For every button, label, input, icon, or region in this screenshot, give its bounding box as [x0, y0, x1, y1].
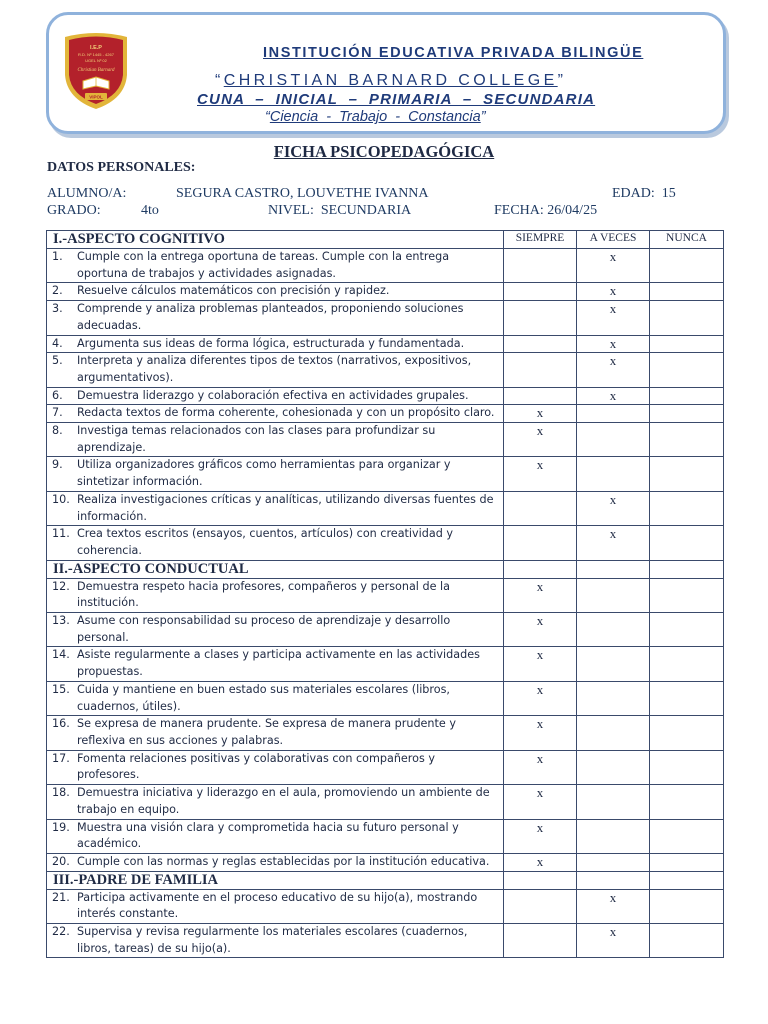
nunca-mark	[650, 647, 724, 681]
siempre-mark	[504, 249, 577, 283]
logo-top-text: I.E.P	[90, 45, 102, 51]
item-cell	[47, 423, 504, 457]
siempre-mark: x	[504, 819, 577, 853]
age-field: EDAD: 15	[612, 186, 676, 201]
empty-header-cell	[650, 560, 724, 578]
item-text: Asume con responsabilidad su proceso de aprendizaje y desarrollo personal.	[77, 614, 451, 644]
school-motto: “Ciencia - Trabajo - Constancia”	[265, 109, 486, 125]
siempre-mark	[504, 889, 577, 923]
item-cell	[47, 387, 504, 405]
item-text: Crea textos escritos (ensayos, cuentos, artículos) con creatividad y coherencia.	[77, 527, 454, 557]
header-banner	[46, 12, 726, 134]
nunca-mark	[650, 301, 724, 335]
a-veces-mark	[577, 457, 650, 491]
item-cell	[47, 613, 504, 647]
table-row	[47, 853, 724, 871]
column-header: NUNCA	[650, 231, 724, 249]
nunca-mark	[650, 716, 724, 750]
nunca-mark	[650, 853, 724, 871]
nunca-mark	[650, 750, 724, 784]
siempre-mark	[504, 924, 577, 958]
section-header-row	[47, 231, 724, 249]
siempre-mark	[504, 387, 577, 405]
siempre-mark: x	[504, 681, 577, 715]
item-number: 17.	[52, 751, 70, 765]
table-row	[47, 526, 724, 560]
item-number: 1.	[52, 250, 63, 263]
section-title: III.-PADRE DE FAMILIA	[47, 871, 504, 889]
nunca-mark	[650, 423, 724, 457]
table-row	[47, 785, 724, 819]
item-number: 13.	[52, 614, 70, 628]
nunca-mark	[650, 924, 724, 958]
item-text: Realiza investigaciones críticas y analíticas, utilizando diversas fuentes de información.	[77, 492, 494, 523]
table-row	[47, 924, 724, 958]
item-text: Participa activamente en el proceso educativo de su hijo(a), mostrando interés constante.	[77, 890, 478, 921]
nunca-mark	[650, 613, 724, 647]
siempre-mark: x	[504, 750, 577, 784]
section-header-row	[47, 871, 724, 889]
a-veces-mark: x	[577, 301, 650, 335]
student-label: ALUMNO/A:	[47, 186, 127, 201]
table-row	[47, 491, 724, 525]
nunca-mark	[650, 681, 724, 715]
nunca-mark	[650, 249, 724, 283]
item-text: Demuestra iniciativa y liderazgo en el aula, promoviendo un ambiente de trabajo en equipo.	[77, 786, 490, 816]
item-text: Supervisa y revisa regularmente los materiales escolares (cuadernos, libros, tareas) de su hijo(a).	[77, 925, 468, 955]
nunca-mark	[650, 785, 724, 819]
nunca-mark	[650, 819, 724, 853]
document-title: FICHA PSICOPEDAGÓGICA	[273, 142, 495, 161]
siempre-mark	[504, 353, 577, 387]
item-cell	[47, 924, 504, 958]
siempre-mark	[504, 301, 577, 335]
grade-value: 4to	[141, 203, 159, 218]
siempre-mark	[504, 335, 577, 353]
empty-header-cell	[577, 560, 650, 578]
student-name: SEGURA CASTRO, LOUVETHE IVANNA	[176, 186, 429, 201]
table-row	[47, 353, 724, 387]
item-text: Utiliza organizadores gráficos como herramientas para organizar y sintetizar información.	[77, 458, 451, 489]
a-veces-mark	[577, 853, 650, 871]
a-veces-mark	[577, 613, 650, 647]
item-number: 5.	[52, 354, 63, 368]
table-row	[47, 578, 724, 612]
item-cell	[47, 889, 504, 923]
a-veces-mark: x	[577, 387, 650, 405]
item-text: Cumple con las normas y reglas establecidas por la institución educativa.	[77, 854, 490, 868]
item-cell	[47, 491, 504, 525]
siempre-mark: x	[504, 405, 577, 423]
item-cell	[47, 301, 504, 335]
item-text: Fomenta relaciones positivas y colaborativas con compañeros y profesores.	[77, 751, 436, 782]
empty-header-cell	[650, 871, 724, 889]
item-cell	[47, 750, 504, 784]
table-row	[47, 335, 724, 353]
item-number: 18.	[52, 786, 70, 800]
empty-header-cell	[504, 871, 577, 889]
section-title: II.-ASPECTO CONDUCTUAL	[47, 560, 504, 578]
table-row	[47, 681, 724, 715]
evaluation-table	[46, 230, 724, 958]
nunca-mark	[650, 491, 724, 525]
college-name-line: “CHRISTIAN BARNARD COLLEGE”	[215, 72, 567, 89]
item-cell	[47, 526, 504, 560]
item-text: Cumple con la entrega oportuna de tareas. Cumple con la entrega oportuna de trabajos y actividades asignadas.	[77, 250, 450, 280]
item-cell	[47, 457, 504, 491]
level-field: NIVEL: SECUNDARIA	[268, 203, 412, 218]
logo-bottom-text: VIPOL	[89, 94, 103, 100]
table-row	[47, 750, 724, 784]
item-number: 16.	[52, 717, 70, 731]
table-row	[47, 301, 724, 335]
logo-ugel-text: UGEL Nº 02	[85, 58, 107, 63]
a-veces-mark	[577, 423, 650, 457]
item-number: 15.	[52, 682, 70, 696]
nunca-mark	[650, 889, 724, 923]
level-value: SECUNDARIA	[320, 203, 412, 218]
a-veces-mark: x	[577, 249, 650, 283]
nunca-mark	[650, 457, 724, 491]
siempre-mark	[504, 491, 577, 525]
siempre-mark: x	[504, 716, 577, 750]
column-header: SIEMPRE	[504, 231, 577, 249]
a-veces-mark	[577, 647, 650, 681]
table-row	[47, 819, 724, 853]
table-row	[47, 387, 724, 405]
a-veces-mark	[577, 819, 650, 853]
a-veces-mark	[577, 750, 650, 784]
siempre-mark: x	[504, 853, 577, 871]
item-text: Investiga temas relacionados con las clases para profundizar su aprendizaje.	[77, 424, 436, 454]
column-header: A VECES	[577, 231, 650, 249]
school-crest-logo	[61, 31, 131, 111]
empty-header-cell	[504, 560, 577, 578]
table-row	[47, 889, 724, 923]
item-cell	[47, 335, 504, 353]
table-row	[47, 283, 724, 301]
a-veces-mark	[577, 405, 650, 423]
age-value: 15	[661, 186, 676, 201]
nunca-mark	[650, 405, 724, 423]
item-number: 8.	[52, 424, 63, 438]
item-cell	[47, 249, 504, 283]
nunca-mark	[650, 353, 724, 387]
table-row	[47, 405, 724, 423]
nunca-mark	[650, 387, 724, 405]
item-text: Resuelve cálculos matemáticos con precisión y rapidez.	[77, 284, 390, 298]
a-veces-mark: x	[577, 283, 650, 301]
siempre-mark	[504, 526, 577, 560]
item-text: Comprende y analiza problemas planteados, proponiendo soluciones adecuadas.	[77, 302, 464, 332]
a-veces-mark	[577, 716, 650, 750]
a-veces-mark: x	[577, 889, 650, 923]
institution-name: INSTITUCIÓN EDUCATIVA PRIVADA BILINGÜE	[263, 45, 644, 61]
logo-script-text: Christian Barnard	[77, 68, 115, 73]
item-number: 10.	[52, 492, 70, 506]
a-veces-mark: x	[577, 353, 650, 387]
section-header-row	[47, 560, 724, 578]
empty-header-cell	[577, 871, 650, 889]
item-number: 12.	[52, 579, 70, 593]
item-cell	[47, 647, 504, 681]
item-cell	[47, 353, 504, 387]
item-number: 4.	[52, 336, 63, 350]
item-text: Demuestra liderazgo y colaboración efectiva en actividades grupales.	[77, 388, 469, 402]
siempre-mark: x	[504, 457, 577, 491]
item-number: 21.	[52, 890, 70, 904]
table-row	[47, 716, 724, 750]
table-row	[47, 613, 724, 647]
item-number: 9.	[52, 458, 63, 472]
siempre-mark	[504, 283, 577, 301]
a-veces-mark	[577, 681, 650, 715]
item-number: 3.	[52, 302, 63, 316]
item-cell	[47, 681, 504, 715]
item-number: 2.	[52, 284, 63, 298]
item-text: Demuestra respeto hacia profesores, compañeros y personal de la institución.	[77, 579, 450, 610]
college-name: CHRISTIAN BARNARD COLLEGE	[223, 72, 558, 89]
item-text: Interpreta y analiza diferentes tipos de textos (narrativos, expositivos, argumentativos).	[77, 354, 472, 384]
personal-data-label: DATOS PERSONALES:	[47, 160, 196, 175]
item-text: Redacta textos de forma coherente, cohesionada y con un propósito claro.	[77, 406, 495, 420]
a-veces-mark	[577, 578, 650, 612]
item-number: 20.	[52, 854, 70, 868]
nunca-mark	[650, 335, 724, 353]
a-veces-mark: x	[577, 335, 650, 353]
table-row	[47, 423, 724, 457]
nunca-mark	[650, 283, 724, 301]
siempre-mark: x	[504, 647, 577, 681]
item-text: Asiste regularmente a clases y participa activamente en las actividades propuestas.	[77, 648, 480, 679]
a-veces-mark: x	[577, 924, 650, 958]
grade-label: GRADO:	[47, 203, 101, 218]
item-number: 11.	[52, 527, 70, 541]
siempre-mark: x	[504, 578, 577, 612]
siempre-mark: x	[504, 785, 577, 819]
education-levels: CUNA – INICIAL – PRIMARIA – SECUNDARIA	[197, 91, 596, 108]
date-field: FECHA: 26/04/25	[494, 203, 598, 218]
nunca-mark	[650, 578, 724, 612]
table-row	[47, 647, 724, 681]
item-cell	[47, 578, 504, 612]
item-cell	[47, 716, 504, 750]
date-value: 26/04/25	[547, 203, 598, 218]
nunca-mark	[650, 526, 724, 560]
item-cell	[47, 785, 504, 819]
item-number: 19.	[52, 820, 70, 834]
a-veces-mark	[577, 785, 650, 819]
item-text: Se expresa de manera prudente. Se expresa de manera prudente y reflexiva en sus acciones y palabras.	[77, 717, 456, 747]
table-row	[47, 249, 724, 283]
table-row	[47, 457, 724, 491]
siempre-mark: x	[504, 423, 577, 457]
item-cell	[47, 819, 504, 853]
siempre-mark: x	[504, 613, 577, 647]
item-text: Cuida y mantiene en buen estado sus materiales escolares (libros, cuadernos, útiles).	[77, 682, 450, 713]
item-number: 6.	[52, 388, 63, 402]
item-text: Muestra una visión clara y comprometida hacia su futuro personal y académico.	[77, 820, 459, 851]
item-number: 7.	[52, 406, 63, 420]
item-number: 14.	[52, 648, 70, 662]
item-text: Argumenta sus ideas de forma lógica, estructurada y fundamentada.	[77, 336, 465, 350]
logo-rd-text: R.D. Nº 1445 - 4267	[78, 52, 114, 57]
item-number: 22.	[52, 925, 70, 939]
item-cell	[47, 405, 504, 423]
a-veces-mark: x	[577, 526, 650, 560]
item-cell	[47, 853, 504, 871]
a-veces-mark: x	[577, 491, 650, 525]
item-cell	[47, 283, 504, 301]
section-title: I.-ASPECTO COGNITIVO	[47, 231, 504, 249]
